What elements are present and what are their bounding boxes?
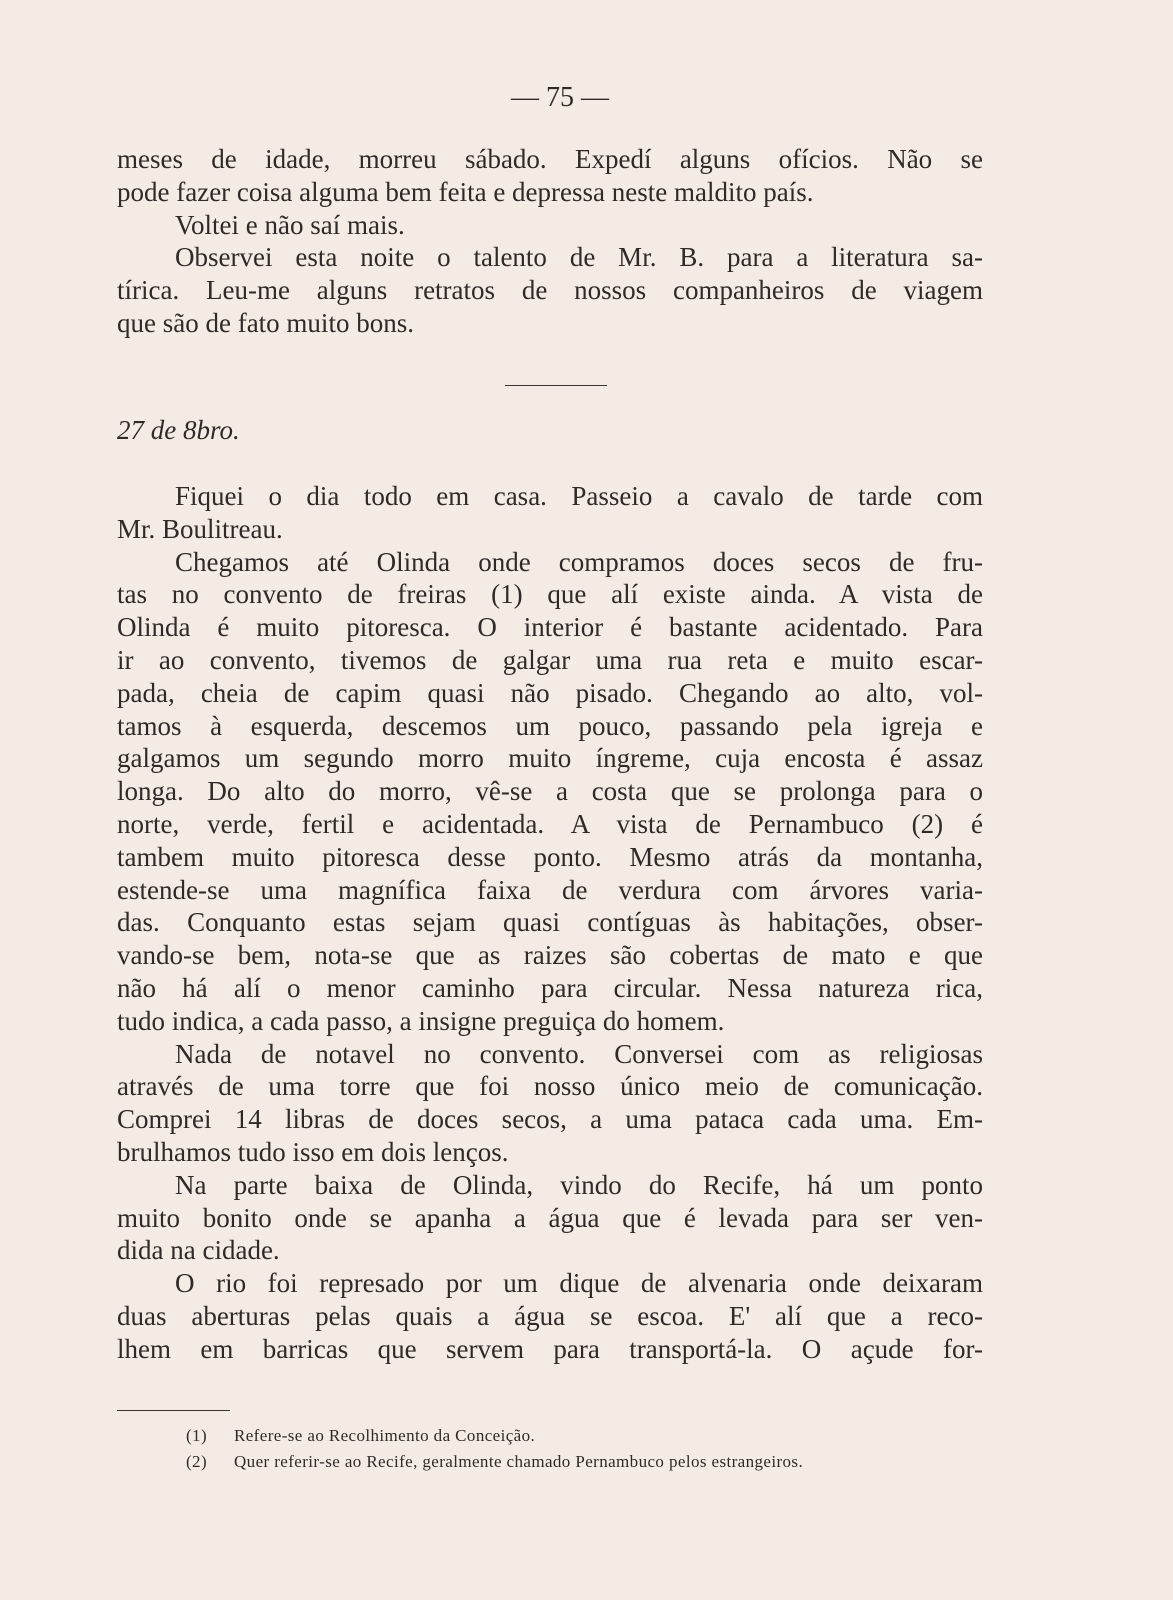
text-line: tas no convento de freiras (1) que alí existe ainda. A vista de [117,579,983,610]
text-line: Olinda é muito pitoresca. O interior é bastante acidentado. Para [117,612,983,643]
text-line: meses de idade, morreu sábado. Expedí alguns ofícios. Não se [117,144,983,174]
text-line: Fiquei o dia todo em casa. Passeio a cavalo de tarde com [175,481,983,511]
text-line: pada, cheia de capim quasi não pisado. Chegando ao alto, vol- [117,677,983,708]
footnote [186,1449,803,1475]
text-line: O rio foi represado por um dique de alvenaria onde deixaram [175,1268,983,1299]
footnote-divider [117,1410,230,1411]
text-line: pode fazer coisa alguma bem feita e depressa neste maldito país. [117,176,814,207]
text-line: tudo indica, a cada passo, a insigne preguiça do homem. [117,1005,725,1036]
text-line: Chegamos até Olinda onde compramos doces secos de fru- [175,546,983,577]
footnote-text: Quer referir-se ao Recife, geralmente chamado Pernambuco pelos estrangeiros. [234,1452,804,1471]
text-line: vando-se bem, nota-se que as raizes são cobertas de mato e que [117,940,983,971]
text-line: duas aberturas pelas quais a água se escoa. E' alí que a reco- [117,1300,983,1331]
text-line: longa. Do alto do morro, vê-se a costa que se prolonga para o [117,776,983,807]
text-line: dida na cidade. [117,1235,280,1266]
date-heading: 27 de 8bro. [117,415,240,445]
text-line: galgamos um segundo morro muito íngreme, cuja encosta é assaz [117,743,983,774]
body-text-section-2 [117,480,983,1366]
text-line: através de uma torre que foi nosso único meio de comunicação. [117,1071,983,1102]
page-number: — 75 — [511,82,609,113]
text-line: muito bonito onde se apanha a água que é levada para ser ven- [117,1202,983,1233]
footnote-number: (2) [186,1452,208,1471]
text-line: não há alí o menor caminho para circular. Nessa natureza rica, [117,972,983,1003]
text-line: ir ao convento, tivemos de galgar uma rua reta e muito escar- [117,644,983,675]
text-line: estende-se uma magnífica faixa de verdura com árvores varia- [117,874,983,905]
text-line: tírica. Leu-me alguns retratos de nossos companheiros de viagem [117,275,983,306]
text-line: Voltei e não saí mais. [175,209,405,240]
text-line: tambem muito pitoresca desse ponto. Mesmo atrás da montanha, [117,841,983,872]
text-line: norte, verde, fertil e acidentada. A vista de Pernambuco (2) é [117,808,983,839]
text-line: das. Conquanto estas sejam quasi contíguas às habitações, obser- [117,907,983,938]
body-text-section-1 [117,143,983,340]
footnote-text: Refere-se ao Recolhimento da Conceição. [234,1426,536,1445]
text-line: lhem em barricas que servem para transportá-la. O açude for- [117,1333,983,1364]
text-line: Mr. Boulitreau. [117,513,283,544]
section-divider [505,385,607,386]
text-line: Nada de notavel no convento. Conversei com as religiosas [175,1038,983,1069]
footnote [186,1423,803,1449]
footnote-number: (1) [186,1426,208,1445]
text-line: tamos à esquerda, descemos um pouco, passando pela igreja e [117,710,983,741]
text-line: Comprei 14 libras de doces secos, a uma pataca cada uma. Em- [117,1104,983,1135]
text-line: Na parte baixa de Olinda, vindo do Recife, há um ponto [175,1169,983,1200]
text-line: Observei esta noite o talento de Mr. B. para a literatura sa- [175,242,983,273]
text-line: brulhamos tudo isso em dois lenços. [117,1136,509,1167]
footnotes [186,1423,803,1475]
text-line: que são de fato muito bons. [117,307,414,338]
